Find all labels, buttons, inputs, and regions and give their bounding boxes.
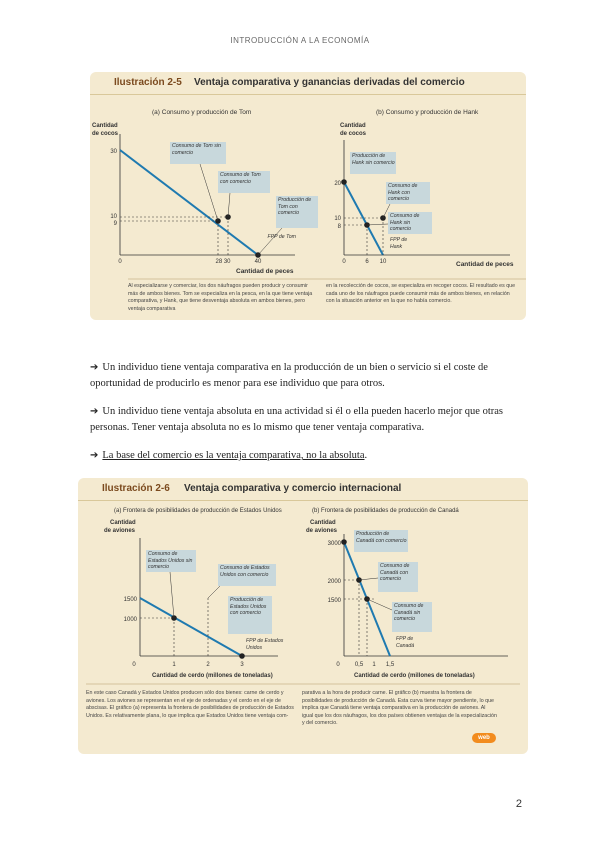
annotation-production: Producción de Estados Unidos con comercio <box>230 597 267 616</box>
leader-line <box>228 193 230 217</box>
panel-b-title: (b) Frontera de posibilidades de producción de Canadá <box>312 508 459 514</box>
annotation-production: Producción de Canadá con comercio <box>356 531 407 544</box>
arrow-icon: ➔ <box>90 450 99 461</box>
bullet-basis-of-trade <box>90 448 518 464</box>
figure-title: Ventaja comparativa y ganancias derivadas del comercio <box>194 77 465 88</box>
y-tick: 10 <box>110 214 117 220</box>
x-tick: 10 <box>379 259 387 265</box>
arrow-icon: ➔ <box>90 362 99 373</box>
x-tick: 0 <box>132 662 136 668</box>
x-tick: 3 <box>240 662 244 668</box>
panel-a-title: (a) Consumo y producción de Tom <box>152 109 252 116</box>
x-tick: 28 30 <box>215 259 231 265</box>
y-tick: 30 <box>110 149 117 155</box>
point-production <box>341 179 347 185</box>
x-tick: 0 <box>336 662 340 668</box>
x-tick: 1 <box>372 662 376 668</box>
leader-line <box>367 224 388 225</box>
bullet-comparative-advantage <box>90 360 518 392</box>
y-axis-label: Cantidad <box>110 520 136 526</box>
y-tick: 2000 <box>327 579 341 585</box>
bullet-text: La base del comercio es la ventaja comparativa, no la absoluta <box>102 450 365 461</box>
y-tick: 9 <box>113 221 117 227</box>
y-tick: 1500 <box>327 598 341 604</box>
ppf-line <box>140 598 242 656</box>
point-production <box>341 539 347 545</box>
y-axis-label: de aviones <box>104 528 136 534</box>
leader-line <box>208 586 220 598</box>
x-tick: 1 <box>172 662 176 668</box>
bullet-suffix: . <box>364 450 368 461</box>
ppf-label: FPP de Estados Unidos <box>246 638 284 651</box>
y-axis-label: de aviones <box>306 528 338 534</box>
ppf-line <box>344 182 383 255</box>
y-axis-label: Cantidad <box>92 123 118 129</box>
annotation-with-trade: Consumo de Tom con comercio <box>220 172 261 185</box>
annotation-no-trade: Consumo de Estados Unidos sin comercio <box>148 551 193 570</box>
panel-b-title: (b) Consumo y producción de Hank <box>376 109 479 116</box>
ppf-label: FPP de Hank <box>390 237 408 250</box>
point-production <box>239 653 245 659</box>
figure-number: Ilustración 2-5 <box>114 77 182 88</box>
x-tick: 0,5 <box>354 662 364 668</box>
caption-right: en la recolección de cocos, se especializa en recoger cocos. El resultado es que cada uno de los náufragos puede consumir más de ambos bienes, en relación con la situación anterior en la que no había comercio. <box>326 283 516 304</box>
web-badge[interactable]: web <box>472 733 496 743</box>
ppf-label: FPP de Tom <box>267 234 296 240</box>
caption-left: Al especializarse y comerciar, los dos náufragos pueden producir y consumir más de ambos bienes. Tom se especializa en la pesca, en la que tiene ventaja comparativa, y Hank, que tiene desventaja absoluta en ambos bienes, pero ventaja comparativa <box>128 283 313 312</box>
x-tick: 40 <box>254 259 262 265</box>
y-tick: 20 <box>334 181 341 187</box>
annotation-with-trade: Consumo de Estados Unidos con comercio <box>220 565 270 578</box>
x-tick: 1,5 <box>385 662 395 668</box>
y-axis-label: de cocos <box>92 131 119 137</box>
annotation-with-trade: Consumo de Canadá con comercio <box>380 563 410 582</box>
annotation-no-trade: Producción de Hank sin comercio <box>352 153 395 166</box>
x-tick: 0 <box>342 259 346 265</box>
x-tick: 2 <box>206 662 210 668</box>
annotation-no-trade: Consumo de Tom sin comercio <box>172 143 221 156</box>
figure-2-6 <box>78 478 528 754</box>
y-axis-label: Cantidad <box>340 123 366 129</box>
page-header: INTRODUCCIÓN A LA ECONOMÍA <box>230 36 370 45</box>
panel-a-title: (a) Frontera de posibilidades de producción de Estados Unidos <box>114 508 282 514</box>
annotation-no-trade: Consumo de Canadá sin comercio <box>394 603 424 622</box>
caption-left: En este caso Canadá y Estados Unidos producen sólo dos bienes: carne de cerdo y aviones. Los aviones se representan en el eje de ordenadas y el cerdo en el eje de abscisas. El gráfico (a) representa la frontera de posibilidades de producción de Estados Unidos. Es relativamente plana, lo que implica que Estados Unidos tiene ventaja com- <box>86 690 294 719</box>
y-tick: 8 <box>337 224 341 230</box>
figure-number: Ilustración 2-6 <box>102 483 170 494</box>
bullet-text: Un individuo tiene ventaja absoluta en una actividad si él o ella pueden hacerlo mejor que otras personas. Tener ventaja absoluta no es lo mismo que tener ventaja comparativa. <box>90 406 504 433</box>
x-axis-label: Cantidad de peces <box>456 261 514 268</box>
leader-line <box>359 578 378 580</box>
y-axis-label: de cocos <box>340 131 367 137</box>
bullet-text: Un individuo tiene ventaja comparativa en la producción de un bien o servicio si el coste de oportunidad de producirlo es menor para ese individuo que para otros. <box>90 362 488 389</box>
figure-2-5 <box>90 72 526 320</box>
x-tick: 6 <box>365 259 369 265</box>
y-tick: 10 <box>334 216 341 222</box>
annotation-production: Consumo de Hank sin comercio <box>390 213 420 232</box>
leader-line <box>170 572 174 618</box>
annotation-production: Producción de Tom con comercio <box>278 197 312 216</box>
annotation-with-trade: Consumo de Hank con comercio <box>388 183 418 202</box>
x-tick: 0 <box>118 259 122 265</box>
figure-title: Ventaja comparativa y comercio internacional <box>184 483 402 494</box>
x-axis-label: Cantidad de peces <box>236 268 294 275</box>
bullet-absolute-advantage <box>90 404 518 436</box>
page-number: 2 <box>515 798 522 810</box>
y-tick: 3000 <box>327 541 341 547</box>
y-tick: 1000 <box>123 617 137 623</box>
x-axis-label: Cantidad de cerdo (millones de toneladas) <box>152 673 273 679</box>
y-tick: 1500 <box>123 597 137 603</box>
ppf-line <box>120 150 258 255</box>
ppf-label: FPP de Canadá <box>396 636 415 649</box>
y-axis-label: Cantidad <box>310 520 336 526</box>
x-axis-label: Cantidad de cerdo (millones de toneladas) <box>354 673 475 679</box>
arrow-icon: ➔ <box>90 406 99 417</box>
caption-right: parativa a la hora de producir carne. El gráfico (b) muestra la frontera de posibilidades de producción de Canadá. Esta curva tiene mayor pendiente, lo que implica que Canadá tiene ventaja comparativa en la producción de aviones. Al igual que los dos náufragos, los dos países obtienen ventajas de la especialización y del comercio. <box>302 690 497 726</box>
